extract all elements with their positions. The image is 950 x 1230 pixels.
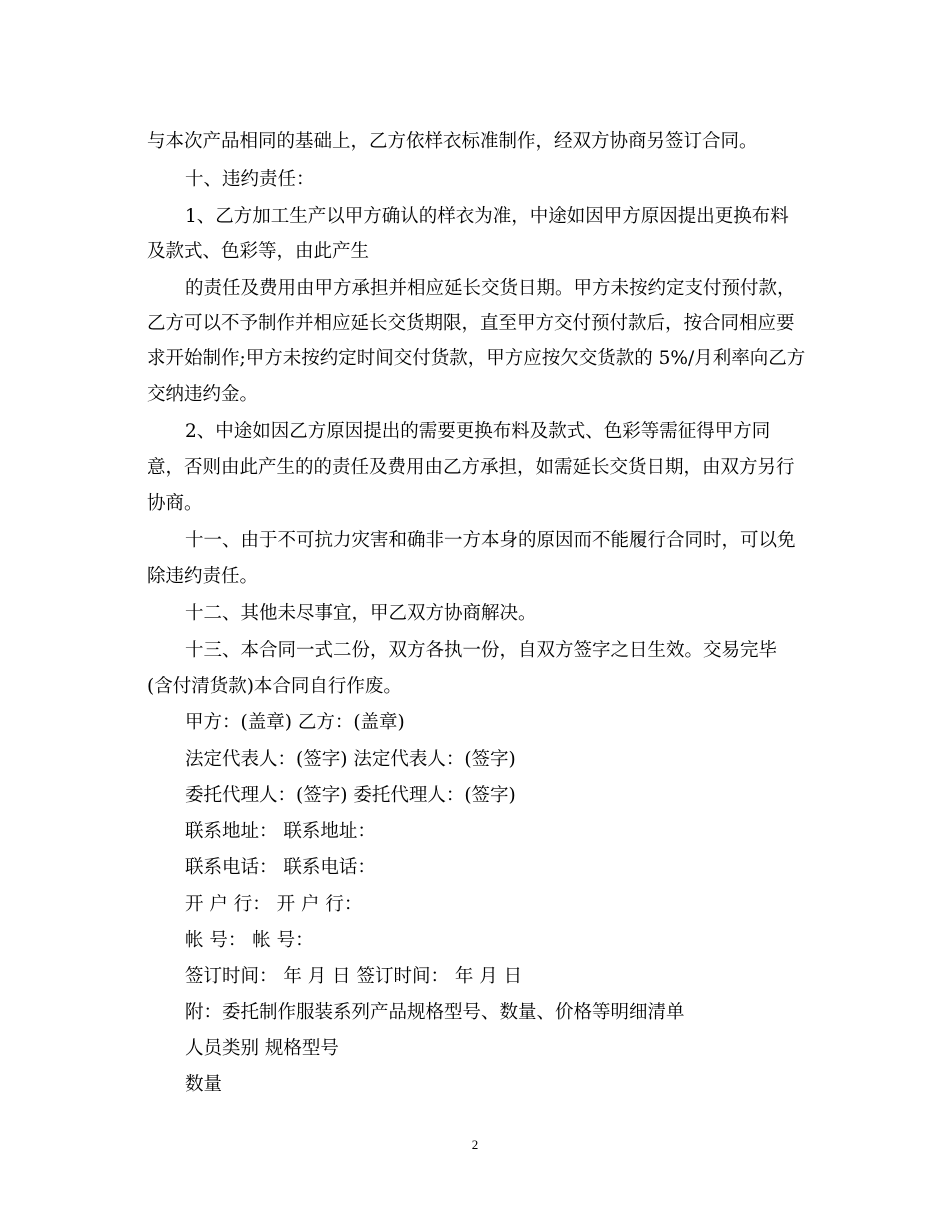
text-line: 的责任及费用由甲方承担并相应延长交货日期。甲方未按约定支付预付款， (185, 278, 796, 299)
text-line: 协商。 (147, 493, 203, 514)
signature-field-seal: 甲方：(盖章) 乙方：(盖章) (185, 712, 405, 733)
signature-field-legal-rep: 法定代表人：(签字) 法定代表人：(签字) (185, 749, 516, 770)
text-line: 及款式、色彩等，由此产生 (147, 241, 370, 262)
sign-date-field: 签订时间： 年 月 日 签订时间： 年 月 日 (185, 966, 523, 987)
text-line: (含付清货款)本合同自行作废。 (147, 676, 402, 697)
text-line: 十三、本合同一式二份，双方各执一份，自双方签字之日生效。交易完毕 (185, 640, 778, 661)
text-line: 与本次产品相同的基础上，乙方依样衣标准制作，经双方协商另签订合同。 (147, 131, 758, 152)
text-line: 十二、其他未尽事宜，甲乙双方协商解决。 (185, 603, 537, 624)
text-line: 乙方可以不予制作并相应延长交货期限，直至甲方交付预付款后，按合同相应要 (147, 313, 795, 334)
signature-field-agent: 委托代理人：(签字) 委托代理人：(签字) (185, 785, 516, 806)
section-heading: 十、违约责任： (185, 169, 315, 190)
bank-field: 开 户 行： 开 户 行： (185, 894, 363, 915)
text-line: 1、乙方加工生产以甲方确认的样衣为准，中途如因甲方原因提出更换布料 (185, 206, 789, 227)
text-line: 意，否则由此产生的的责任及费用由乙方承担，如需延长交货日期，由双方另行 (147, 457, 795, 478)
appendix-column-headers: 人员类别 规格型号 (185, 1038, 339, 1059)
text-line: 交纳违约金。 (147, 384, 259, 405)
text-line: 除违约责任。 (147, 566, 259, 587)
text-line: 十一、由于不可抗力灾害和确非一方本身的原因而不能履行合同时，可以免 (185, 530, 796, 551)
contact-phone-field: 联系电话： 联系电话： (185, 857, 376, 878)
text-line: 求开始制作;甲方未按约定时间交付货款，甲方应按欠交货款的 5%/月利率向乙方 (147, 348, 806, 369)
page-number: 2 (471, 1137, 479, 1152)
account-field: 帐 号： 帐 号： (185, 930, 314, 951)
appendix-column-header-quantity: 数量 (185, 1074, 223, 1095)
contact-address-field: 联系地址： 联系地址： (185, 821, 376, 842)
appendix-title: 附：委托制作服装系列产品规格型号、数量、价格等明细清单 (185, 1002, 685, 1023)
text-line: 2、中途如因乙方原因提出的需要更换布料及款式、色彩等需征得甲方同 (185, 421, 771, 442)
